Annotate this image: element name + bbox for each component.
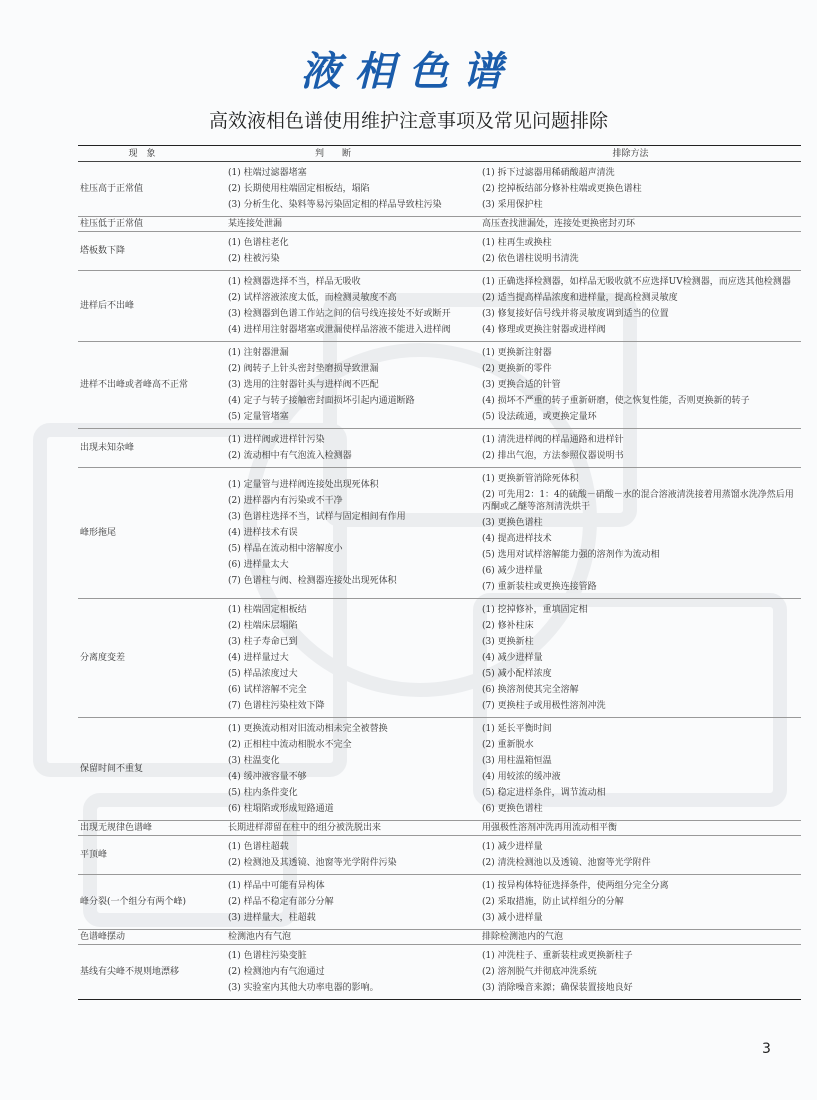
- cell-text: 用强极性溶剂冲洗再用流动相平衡: [482, 823, 618, 833]
- list-item: (1) 按异构体特征选择条件，使两组分完全分离: [482, 881, 669, 891]
- list-item: (4) 缓冲液容量不够: [228, 772, 307, 782]
- judgment-cell: [206, 875, 460, 930]
- judgment-cell: [206, 945, 460, 1000]
- list-item: (3) 柱子寿命已到: [228, 637, 298, 647]
- list-item: (2) 采取措施，防止试样组分的分解: [482, 897, 624, 907]
- judgment-cell: [206, 836, 460, 875]
- list-item: (1) 样品中可能有异构体: [228, 881, 325, 891]
- judgment-cell: [206, 271, 460, 342]
- header-judgment: 判 断: [206, 146, 460, 162]
- phenomenon-cell: 保留时间不重复: [78, 718, 206, 821]
- header-phenomenon: 现 象: [78, 146, 206, 162]
- list-item: (3) 更换色谱柱: [482, 518, 543, 528]
- list-item: (2) 更换新的零件: [482, 364, 552, 374]
- list-item: (3) 修复接好信号线并将灵敏度调到适当的位置: [482, 309, 669, 319]
- judgment-cell: [206, 217, 460, 232]
- method-cell: [460, 875, 801, 930]
- list-item: (4) 用较浓的缓冲液: [482, 772, 561, 782]
- method-cell: [460, 271, 801, 342]
- list-item: (4) 进样用注射器堵塞或泄漏使样品溶液不能进入进样阀: [228, 325, 451, 335]
- list-item: (5) 样品浓度过大: [228, 669, 298, 679]
- method-cell: [460, 930, 801, 945]
- list-item: (7) 色谱柱与阀、检测器连接处出现死体积: [228, 576, 397, 586]
- list-item: (1) 柱端固定相板结: [228, 605, 307, 615]
- table-row: [78, 232, 801, 271]
- list-item: (3) 选用的注射器针头与进样阀不匹配: [228, 380, 379, 390]
- list-item: (3) 实验室内其他大功率电器的影响。: [228, 983, 379, 993]
- list-item: (3) 更换新柱: [482, 637, 534, 647]
- judgment-cell: [206, 468, 460, 599]
- phenomenon-cell: 平顶峰: [78, 836, 206, 875]
- table-row: [78, 930, 801, 945]
- list-item: (3) 进样量大，柱超载: [228, 913, 316, 923]
- list-item: (2) 试样溶液浓度太低，而检测灵敏度不高: [228, 293, 397, 303]
- list-item: (2) 重新脱水: [482, 740, 534, 750]
- list-item: (6) 试样溶解不完全: [228, 685, 307, 695]
- list-item: (2) 修补柱床: [482, 621, 534, 631]
- table-row: [78, 217, 801, 232]
- list-item: (2) 柱端床层塌陷: [228, 621, 298, 631]
- table-row: [78, 342, 801, 429]
- method-cell: [460, 821, 801, 836]
- table-row: [78, 599, 801, 718]
- method-cell: [460, 342, 801, 429]
- table-row: [78, 468, 801, 599]
- judgment-cell: [206, 162, 460, 217]
- list-item: (4) 损坏不严重的转子重新研磨，使之恢复性能，否则更换新的转子: [482, 396, 750, 406]
- list-item: (2) 进样器内有污染或不干净: [228, 496, 343, 506]
- list-item: (1) 柱端过滤器堵塞: [228, 168, 307, 178]
- list-item: (5) 样品在流动相中溶解度小: [228, 544, 343, 554]
- cell-text: 排除检测池内的气泡: [482, 932, 564, 942]
- list-item: (4) 进样技术有误: [228, 528, 298, 538]
- list-item: (7) 更换柱子或用极性溶剂冲洗: [482, 701, 606, 711]
- list-item: (1) 色谱柱超载: [228, 842, 289, 852]
- method-cell: [460, 836, 801, 875]
- cell-text: 长期进样滞留在柱中的组分被洗脱出来: [228, 823, 382, 833]
- list-item: (5) 设法疏通，或更换定量环: [482, 412, 597, 422]
- list-item: (7) 重新装柱或更换连接管路: [482, 582, 597, 592]
- phenomenon-cell: 塔板数下降: [78, 232, 206, 271]
- phenomenon-cell: 基线有尖峰不规则地漂移: [78, 945, 206, 1000]
- cell-text: 高压查找泄漏处，连接处更换密封刃环: [482, 219, 636, 229]
- table-row: [78, 162, 801, 217]
- phenomenon-cell: 出现未知杂峰: [78, 429, 206, 468]
- table-row: [78, 945, 801, 1000]
- list-item: (1) 减少进样量: [482, 842, 543, 852]
- list-item: (4) 定子与转子接触密封面损坏引起内通道断路: [228, 396, 415, 406]
- list-item: (2) 阀转子上针头密封垫磨损导致泄漏: [228, 364, 379, 374]
- table-row: [78, 429, 801, 468]
- phenomenon-cell: 柱压低于正常值: [78, 217, 206, 232]
- list-item: (1) 延长平衡时间: [482, 724, 552, 734]
- list-item: (1) 定量管与进样阀连接处出现死体积: [228, 480, 379, 490]
- method-cell: [460, 217, 801, 232]
- list-item: (1) 挖掉修补，重填固定相: [482, 605, 588, 615]
- phenomenon-cell: 分离度变差: [78, 599, 206, 718]
- list-item: (1) 更换流动相对旧流动相未完全被替换: [228, 724, 388, 734]
- list-item: (1) 检测器选择不当，样品无吸收: [228, 277, 361, 287]
- cell-text: 检测池内有气泡: [228, 932, 292, 942]
- phenomenon-cell: 进样后不出峰: [78, 271, 206, 342]
- table-row: [78, 875, 801, 930]
- list-item: (2) 样品不稳定有部分分解: [228, 897, 334, 907]
- phenomenon-cell: 峰形拖尾: [78, 468, 206, 599]
- list-item: (1) 冲洗柱子、重新装柱或更换新柱子: [482, 951, 633, 961]
- list-item: (2) 溶剂脱气并彻底冲洗系统: [482, 967, 597, 977]
- list-item: (5) 选用对试样溶解能力强的溶剂作为流动相: [482, 550, 660, 560]
- list-item: (1) 柱再生或换柱: [482, 238, 552, 248]
- list-item: (3) 色谱柱选择不当，试样与固定相间有作用: [228, 512, 406, 522]
- list-item: (2) 流动相中有气泡流入检测器: [228, 451, 352, 461]
- list-item: (5) 柱内条件变化: [228, 788, 298, 798]
- page-number: 3: [762, 1041, 771, 1057]
- list-item: (2) 可先用2：1：4的硫酸－硝酸－水的混合溶液清洗接着用蒸馏水洗净然后用丙酮或乙醚等溶剂清洗烘干: [482, 490, 794, 512]
- list-item: (3) 柱温变化: [228, 756, 280, 766]
- list-item: (6) 更换色谱柱: [482, 804, 543, 814]
- judgment-cell: [206, 232, 460, 271]
- method-cell: [460, 232, 801, 271]
- list-item: (5) 减小配样浓度: [482, 669, 552, 679]
- list-item: (2) 排出气泡，方法参照仪器说明书: [482, 451, 624, 461]
- list-item: (6) 换溶剂使其完全溶解: [482, 685, 579, 695]
- judgment-cell: [206, 599, 460, 718]
- method-cell: [460, 599, 801, 718]
- list-item: (2) 正相柱中流动相脱水不完全: [228, 740, 352, 750]
- list-item: (6) 减少进样量: [482, 566, 543, 576]
- list-item: (1) 清洗进样阀的样品通路和进样针: [482, 435, 624, 445]
- phenomenon-cell: 出现无规律色谱峰: [78, 821, 206, 836]
- troubleshooting-table: [78, 145, 801, 1000]
- list-item: (4) 减少进样量: [482, 653, 543, 663]
- list-item: (1) 更换新管消除死体积: [482, 474, 579, 484]
- list-item: (6) 柱塌陷或形成短路通道: [228, 804, 334, 814]
- table-row: [78, 718, 801, 821]
- judgment-cell: [206, 342, 460, 429]
- list-item: (2) 检测池及其透镜、池窗等光学附件污染: [228, 858, 397, 868]
- page-title: 液相色谱: [300, 48, 517, 95]
- list-item: (4) 进样量过大: [228, 653, 289, 663]
- phenomenon-cell: 峰分裂(一个组分有两个峰): [78, 875, 206, 930]
- list-item: (4) 修理或更换注射器或进样阀: [482, 325, 606, 335]
- list-item: (1) 进样阀或进样针污染: [228, 435, 325, 445]
- list-item: (1) 更换新注射器: [482, 348, 552, 358]
- list-item: (1) 正确选择检测器，如样品无吸收就不应选择UV检测器，而应选其他检测器: [482, 277, 791, 287]
- table-row: [78, 821, 801, 836]
- list-item: (5) 稳定进样条件，调节流动相: [482, 788, 606, 798]
- list-item: (2) 柱被污染: [228, 254, 280, 264]
- list-item: (3) 检测器到色谱工作站之间的信号线连接处不好或断开: [228, 309, 451, 319]
- list-item: (1) 色谱柱污染变脏: [228, 951, 307, 961]
- table-header-row: [78, 146, 801, 162]
- list-item: (1) 注射器泄漏: [228, 348, 289, 358]
- list-item: (2) 清洗检测池以及透镜、池窗等光学附件: [482, 858, 651, 868]
- list-item: (6) 进样量太大: [228, 560, 289, 570]
- cell-text: 某连接处泄漏: [228, 219, 283, 229]
- table-row: [78, 836, 801, 875]
- table-body: [78, 162, 801, 1000]
- table-row: [78, 271, 801, 342]
- phenomenon-cell: 色谱峰摆动: [78, 930, 206, 945]
- page-subtitle: 高效液相色谱使用维护注意事项及常见问题排除: [208, 110, 608, 132]
- phenomenon-cell: 柱压高于正常值: [78, 162, 206, 217]
- list-item: (3) 消除噪音来源；确保装置接地良好: [482, 983, 633, 993]
- method-cell: [460, 718, 801, 821]
- method-cell: [460, 162, 801, 217]
- list-item: (7) 色谱柱污染柱效下降: [228, 701, 325, 711]
- judgment-cell: [206, 429, 460, 468]
- list-item: (3) 采用保护柱: [482, 200, 543, 210]
- list-item: (2) 依色谱柱说明书清洗: [482, 254, 579, 264]
- judgment-cell: [206, 821, 460, 836]
- phenomenon-cell: 进样不出峰或者峰高不正常: [78, 342, 206, 429]
- list-item: (1) 拆下过滤器用稀硝酸超声清洗: [482, 168, 615, 178]
- list-item: (5) 定量管堵塞: [228, 412, 289, 422]
- list-item: (2) 检测池内有气泡通过: [228, 967, 325, 977]
- method-cell: [460, 468, 801, 599]
- list-item: (3) 用柱温箱恒温: [482, 756, 552, 766]
- list-item: (2) 适当提高样品浓度和进样量，提高检测灵敏度: [482, 293, 678, 303]
- judgment-cell: [206, 930, 460, 945]
- list-item: (3) 减小进样量: [482, 913, 543, 923]
- list-item: (2) 长期使用柱端固定相板结，塌陷: [228, 184, 370, 194]
- list-item: (1) 色谱柱老化: [228, 238, 289, 248]
- list-item: (2) 挖掉板结部分修补柱端或更换色谱柱: [482, 184, 642, 194]
- method-cell: [460, 945, 801, 1000]
- list-item: (3) 分析生化、染料等易污染固定相的样品导致柱污染: [228, 200, 442, 210]
- method-cell: [460, 429, 801, 468]
- judgment-cell: [206, 718, 460, 821]
- list-item: (3) 更换合适的针管: [482, 380, 561, 390]
- header-method: 排除方法: [460, 146, 801, 162]
- list-item: (4) 提高进样技术: [482, 534, 552, 544]
